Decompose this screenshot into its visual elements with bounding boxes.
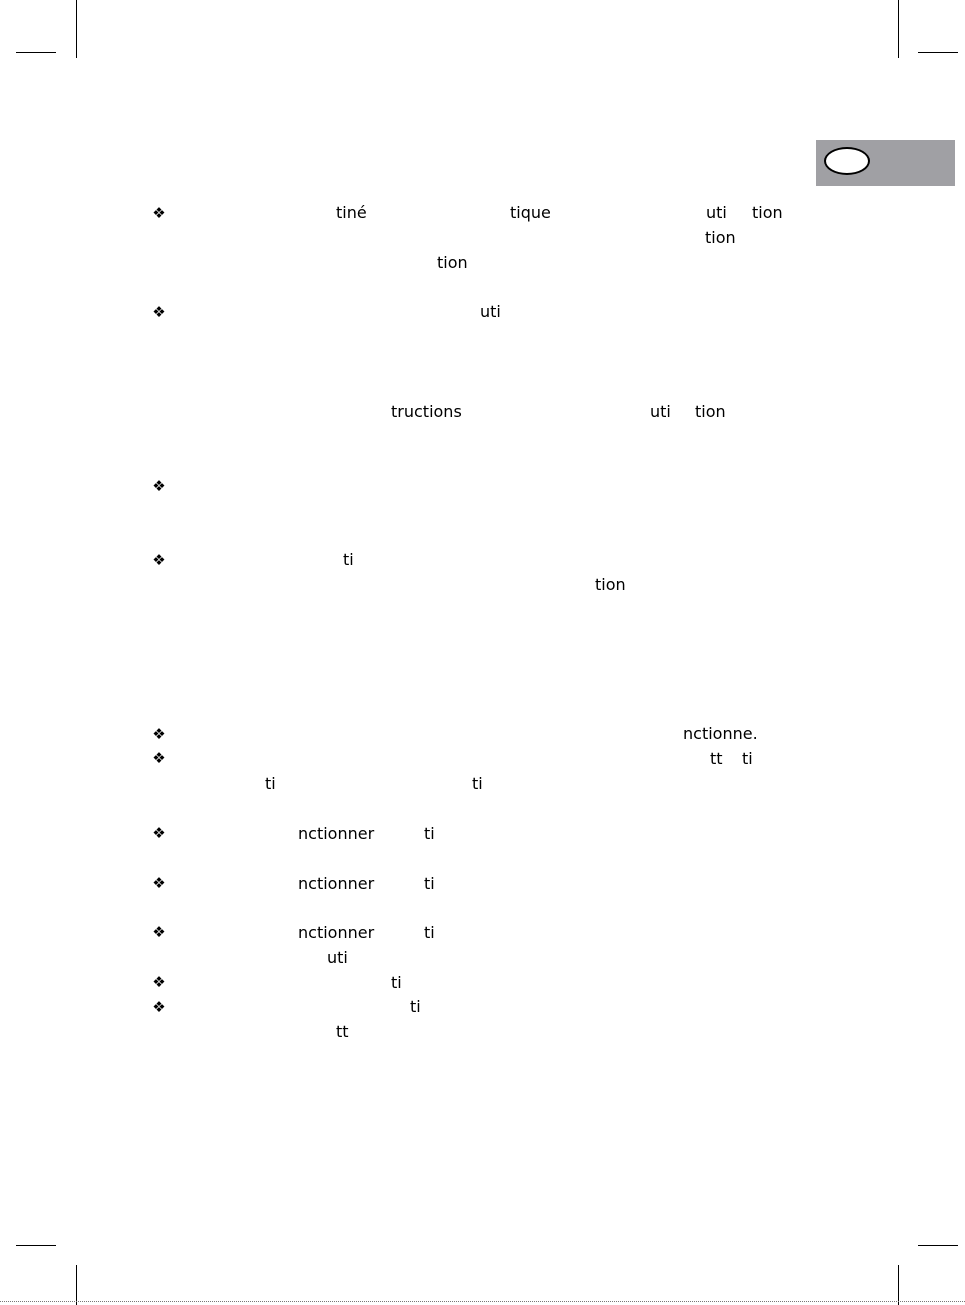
text-fragment: ti [265,774,276,793]
text-fragment: ti [343,550,354,569]
text-fragment: ti [472,774,483,793]
bullet-3: ❖ [152,477,166,495]
crop-mark-top-right-horizontal [918,52,958,53]
text-fragment: ti [424,874,435,893]
text-fragment: ti [424,923,435,942]
text-fragment: tt [336,1022,349,1041]
bullet-2: ❖ [152,303,166,321]
bullet-1: ❖ [152,204,166,222]
text-fragment: tiné [336,203,367,222]
crop-mark-top-left-vertical [76,0,77,58]
language-oval [824,147,870,175]
bullet-10: ❖ [152,973,166,991]
text-fragment: nctionner [298,874,375,893]
text-fragment: tructions [391,402,462,421]
bullet-6: ❖ [152,749,166,767]
text-fragment: uti [706,203,727,222]
crop-mark-bottom-left-vertical [76,1265,77,1305]
crop-mark-bottom-left-horizontal [16,1245,56,1246]
text-fragment: tion [595,575,626,594]
text-fragment: ti [742,749,753,768]
bullet-4: ❖ [152,551,166,569]
language-tab [816,140,955,186]
text-fragment: tion [695,402,726,421]
text-fragment: ti [410,997,421,1016]
bullet-5: ❖ [152,725,166,743]
crop-mark-top-right-vertical [898,0,899,58]
text-fragment: ti [391,973,402,992]
text-fragment: tion [437,253,468,272]
text-fragment: nctionne. [683,724,758,743]
bottom-dotted-border [0,1301,965,1302]
bullet-7: ❖ [152,824,166,842]
crop-mark-bottom-right-vertical [898,1265,899,1305]
crop-mark-top-left-horizontal [16,52,56,53]
text-fragment: tt [710,749,723,768]
bullet-8: ❖ [152,874,166,892]
text-fragment: ti [424,824,435,843]
text-fragment: tique [510,203,551,222]
bullet-9: ❖ [152,923,166,941]
text-fragment: nctionner [298,824,375,843]
text-fragment: uti [480,302,501,321]
text-fragment: tion [752,203,783,222]
text-fragment: uti [650,402,671,421]
crop-mark-bottom-right-horizontal [918,1245,958,1246]
text-fragment: nctionner [298,923,375,942]
text-fragment: uti [327,948,348,967]
bullet-11: ❖ [152,998,166,1016]
text-fragment: tion [705,228,736,247]
